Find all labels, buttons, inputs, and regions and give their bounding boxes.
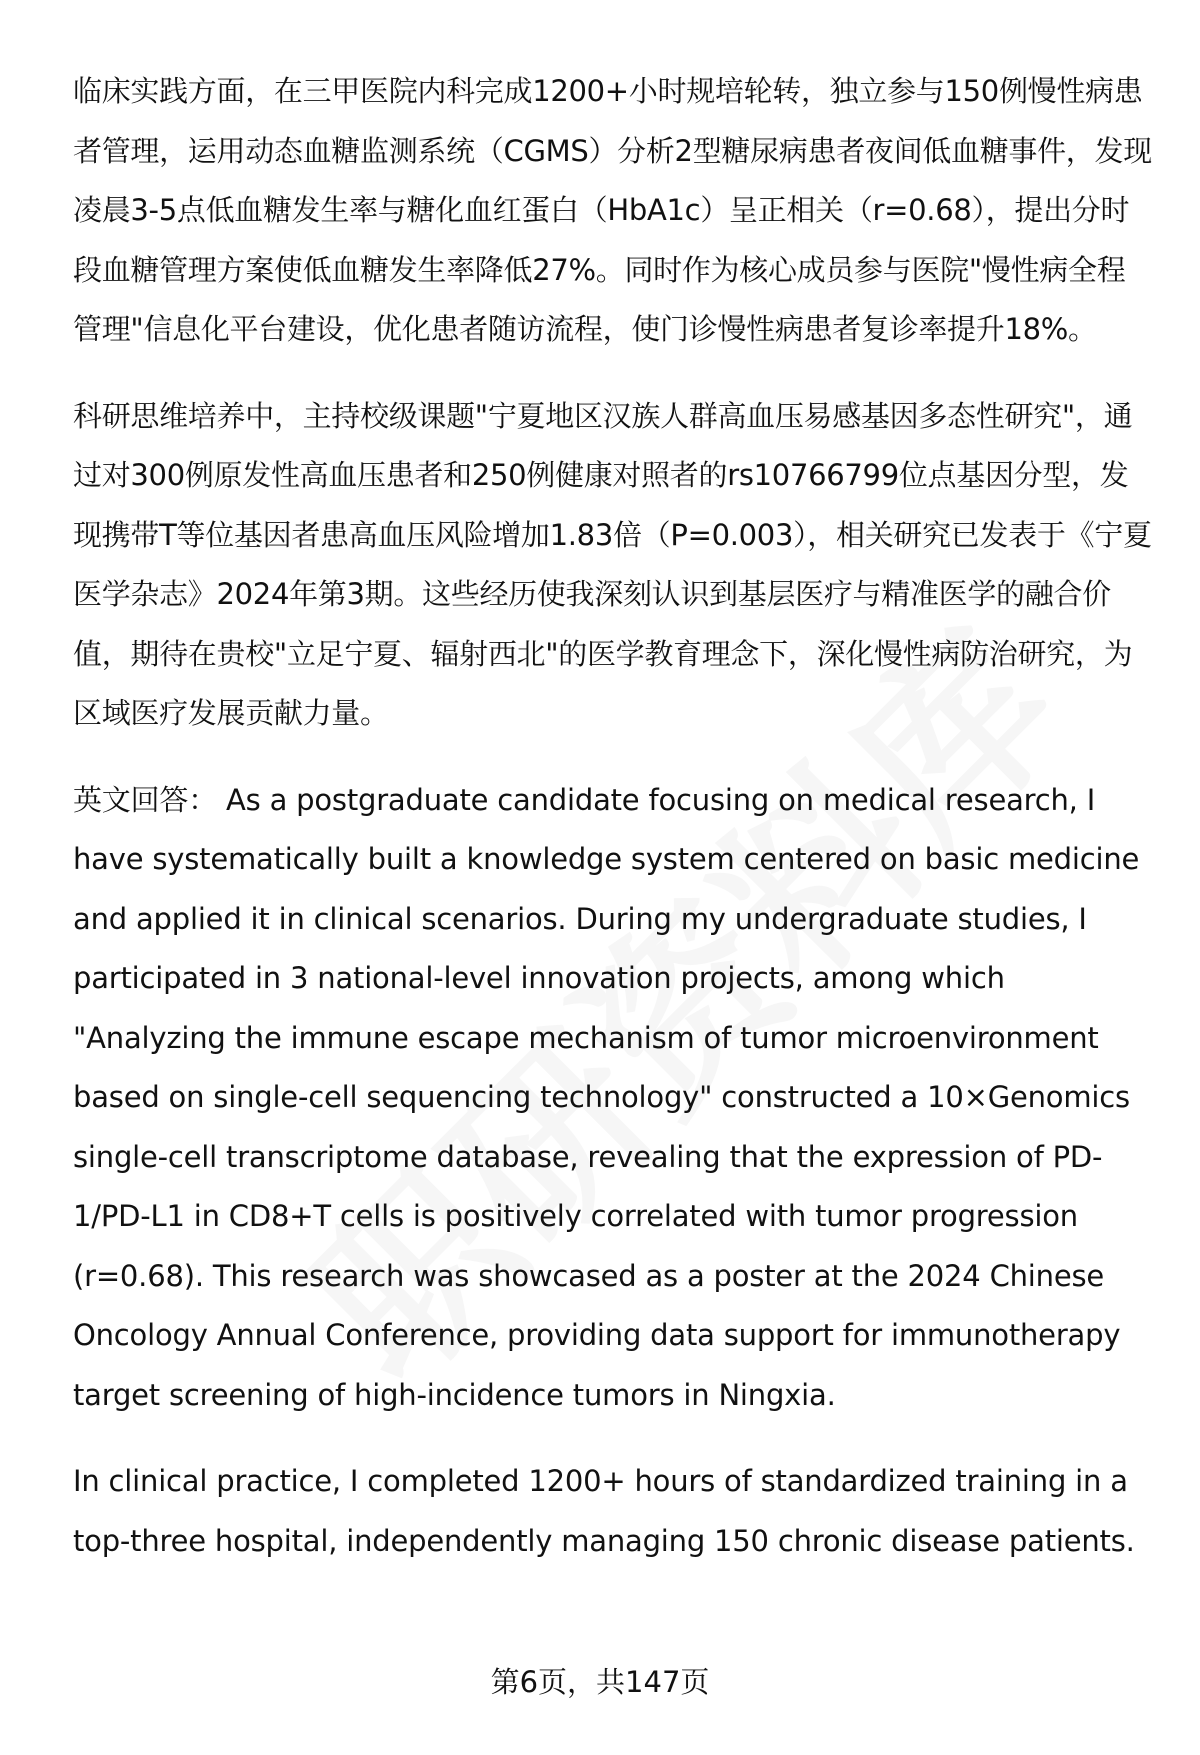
paragraph-research-cn: 科研思维培养中，主持校级课题"宁夏地区汉族人群高血压易感基因多态性研究"，通过对300例原发性高血压患者和250例健康对照者的rs10766799位点基因分型，发现携带T等位基因者患高血压风险增加1.83倍（P=0.003），相关研究已发表于《宁夏医学杂志》2024年第3期。这些经历使我深刻认识到基层医疗与精准医学的融合价值，期待在贵校"立足宁夏、辐射西北"的医学教育理念下，深化慢性病防治研究，为区域医疗发展贡献力量。 <box>73 398 1152 730</box>
document-body <box>73 62 1153 1571</box>
paragraph-clinical-practice-cn: 临床实践方面，在三甲医院内科完成1200+小时规培轮转，独立参与150例慢性病患者管理，运用动态血糖监测系统（CGMS）分析2型糖尿病患者夜间低血糖事件，发现凌晨3-5点低血糖发生率与糖化血红蛋白（HbA1c）呈正相关（r=0.68），提出分时段血糖管理方案使低血糖发生率降低27%。同时作为核心成员参与医院"慢性病全程管理"信息化平台建设，优化患者随访流程，使门诊慢性病患者复诊率提升18%。 <box>73 74 1152 346</box>
page-number-footer: 第6页，共147页 <box>490 1665 710 1699</box>
paragraph-english-answer: 英文回答： As a postgraduate candidate focusing on medical research, I have systematically built a knowledge system centered on basic medicine and applied it in clinical scenarios. During my undergraduate studies, I participated in 3 national-level innovation projects, among which "Analyzing the immune escape mechanism of tumor microenvironment based on single-cell sequencing technology" constructed a 10×Genomics single-cell transcriptome database, revealing that the expression of PD-1/PD-L1 in CD8+T cells is positively correlated with tumor progression (r=0.68). This research was showcased as a poster at the 2024 Chinese Oncology Annual Conference, providing data support for immunotherapy target screening of high-incidence tumors in Ningxia. <box>73 782 1140 1412</box>
paragraph-clinical-practice-en: In clinical practice, I completed 1200+ hours of standardized training in a top-three hospital, independently managing 150 chronic disease patients. <box>73 1464 1135 1558</box>
